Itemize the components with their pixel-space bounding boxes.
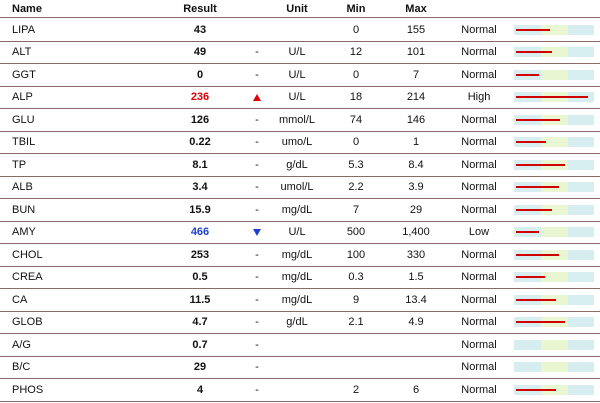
range-gauge <box>514 340 594 350</box>
table-row[interactable] <box>0 132 600 155</box>
row-status: Normal <box>461 181 497 194</box>
row-name: TBIL <box>12 136 36 149</box>
row-status: Normal <box>461 203 497 216</box>
low-arrow-icon <box>253 229 261 236</box>
range-gauge <box>514 385 594 395</box>
row-unit: g/dL <box>286 158 308 171</box>
row-flag: - <box>255 158 259 171</box>
table-row[interactable] <box>0 42 600 65</box>
range-marker <box>516 74 539 76</box>
row-name: BUN <box>12 203 36 216</box>
header-min: Min <box>346 2 366 15</box>
row-flag: - <box>255 293 259 306</box>
row-min: 2.1 <box>348 316 364 329</box>
range-gauge <box>514 47 594 57</box>
row-min: 0 <box>352 136 360 149</box>
range-gauge <box>514 272 594 282</box>
range-marker <box>516 96 588 98</box>
row-name: GLU <box>12 113 35 126</box>
row-max: 4.9 <box>408 316 424 329</box>
row-result: 11.5 <box>189 293 211 306</box>
range-marker <box>516 29 550 31</box>
row-flag: - <box>255 181 259 194</box>
range-gauge <box>514 70 594 80</box>
row-result: 43 <box>193 23 207 36</box>
row-status: Normal <box>461 338 497 351</box>
range-marker <box>516 321 565 323</box>
row-min: 100 <box>346 248 366 261</box>
row-unit: U/L <box>288 226 306 239</box>
row-result: 15.9 <box>189 203 211 216</box>
row-flag: - <box>255 383 259 396</box>
range-segment <box>541 340 568 350</box>
row-name: ALT <box>12 46 32 59</box>
range-gauge <box>514 295 594 305</box>
row-name: ALP <box>12 91 33 104</box>
row-min: 7 <box>352 203 360 216</box>
row-status: Normal <box>461 383 497 396</box>
range-segment <box>568 272 594 282</box>
range-gauge <box>514 205 594 215</box>
row-result: 0.22 <box>189 136 211 149</box>
row-max: 1 <box>412 136 420 149</box>
row-min <box>328 334 384 356</box>
row-result: 0 <box>196 68 204 81</box>
row-unit: umol/L <box>280 181 314 194</box>
row-status: Normal <box>461 316 497 329</box>
row-unit: mg/dL <box>281 203 313 216</box>
row-status: Normal <box>461 46 497 59</box>
range-marker <box>516 141 546 143</box>
row-flag: - <box>255 68 259 81</box>
row-result: 466 <box>190 226 210 239</box>
row-unit: U/L <box>288 91 306 104</box>
row-name: CHOL <box>12 248 43 261</box>
row-unit <box>262 334 332 356</box>
row-name: AMY <box>12 226 36 239</box>
range-gauge <box>514 92 594 102</box>
range-segment <box>568 340 594 350</box>
row-unit: mg/dL <box>281 293 313 306</box>
row-result: 236 <box>190 91 210 104</box>
table-row[interactable] <box>0 199 600 222</box>
range-segment <box>568 205 594 215</box>
row-name: GLOB <box>12 316 43 329</box>
range-gauge <box>514 115 594 125</box>
row-range-bar <box>514 267 596 289</box>
row-status: Normal <box>461 158 497 171</box>
row-min: 12 <box>349 46 363 59</box>
row-flag: - <box>255 271 259 284</box>
row-max: 6 <box>412 383 420 396</box>
range-gauge <box>514 137 594 147</box>
row-max: 3.9 <box>408 181 424 194</box>
range-gauge <box>514 317 594 327</box>
row-result: 4.7 <box>192 316 208 329</box>
range-segment <box>568 137 594 147</box>
range-marker <box>516 231 539 233</box>
header-unit: Unit <box>286 2 308 15</box>
row-name: ALB <box>12 181 33 194</box>
row-unit <box>262 19 332 41</box>
row-result: 8.1 <box>192 158 208 171</box>
row-range-bar <box>514 222 596 244</box>
range-marker <box>516 276 545 278</box>
row-status: High <box>467 91 491 104</box>
row-max: 8.4 <box>408 158 424 171</box>
row-result: 49 <box>193 46 207 59</box>
table-row[interactable] <box>0 177 600 200</box>
row-status: Normal <box>461 361 497 374</box>
range-gauge <box>514 250 594 260</box>
range-segment <box>568 227 594 237</box>
row-name: CREA <box>12 271 43 284</box>
row-range-bar <box>514 42 596 64</box>
row-min: 2 <box>352 383 360 396</box>
row-result: 126 <box>190 113 210 126</box>
row-max <box>386 357 446 379</box>
range-segment <box>541 70 568 80</box>
range-marker <box>516 51 552 53</box>
range-gauge <box>514 160 594 170</box>
row-min <box>328 357 384 379</box>
row-range-bar <box>514 244 596 266</box>
row-name: A/G <box>12 338 31 351</box>
row-status: Low <box>468 226 490 239</box>
range-marker <box>516 164 565 166</box>
table-row[interactable] <box>0 87 600 110</box>
row-range-bar <box>514 312 596 334</box>
row-unit: mg/dL <box>281 248 313 261</box>
table-row[interactable] <box>0 312 600 335</box>
table-row[interactable] <box>0 267 600 290</box>
row-range-bar <box>514 357 596 379</box>
range-marker <box>516 299 556 301</box>
row-flag: - <box>255 203 259 216</box>
range-segment <box>568 182 594 192</box>
row-unit: U/L <box>288 68 306 81</box>
range-marker <box>516 254 559 256</box>
row-result: 0.5 <box>192 271 208 284</box>
row-unit: U/L <box>288 46 306 59</box>
range-segment <box>568 70 594 80</box>
table-row[interactable] <box>0 222 600 245</box>
row-max: 1.5 <box>408 271 424 284</box>
row-flag: - <box>255 316 259 329</box>
row-max: 146 <box>406 113 426 126</box>
range-marker <box>516 389 556 391</box>
range-gauge <box>514 362 594 372</box>
row-min: 0 <box>352 68 360 81</box>
row-max: 13.4 <box>405 293 427 306</box>
table-row[interactable] <box>0 379 600 402</box>
row-range-bar <box>514 334 596 356</box>
range-gauge <box>514 25 594 35</box>
range-segment <box>541 227 568 237</box>
row-range-bar <box>514 87 596 109</box>
row-name: CA <box>12 293 28 306</box>
range-segment <box>568 160 594 170</box>
row-range-bar <box>514 177 596 199</box>
row-max: 7 <box>412 68 420 81</box>
row-name: TP <box>12 158 27 171</box>
row-status: Normal <box>461 136 497 149</box>
row-range-bar <box>514 64 596 86</box>
row-status: Normal <box>461 113 497 126</box>
row-unit: umo/L <box>281 136 313 149</box>
range-segment <box>541 362 568 372</box>
row-unit: mmol/L <box>278 113 316 126</box>
row-status: Normal <box>461 293 497 306</box>
row-result: 29 <box>193 361 207 374</box>
row-min: 74 <box>349 113 363 126</box>
row-status: Normal <box>461 68 497 81</box>
row-result: 3.4 <box>192 181 208 194</box>
table-row[interactable] <box>0 154 600 177</box>
range-segment <box>541 272 568 282</box>
header-name: Name <box>12 2 42 15</box>
row-unit: g/dL <box>286 316 308 329</box>
table-row[interactable] <box>0 19 600 42</box>
row-flag: - <box>255 113 259 126</box>
table-row[interactable] <box>0 244 600 267</box>
high-arrow-icon <box>253 94 261 101</box>
row-flag: - <box>255 46 259 59</box>
row-status: Normal <box>461 23 497 36</box>
row-result: 0.7 <box>192 338 208 351</box>
row-unit <box>262 357 332 379</box>
row-flag: - <box>255 136 259 149</box>
row-max: 29 <box>409 203 423 216</box>
row-min: 9 <box>352 293 360 306</box>
row-flag: - <box>255 338 259 351</box>
table-row[interactable] <box>0 357 600 380</box>
row-min: 0.3 <box>348 271 364 284</box>
range-gauge <box>514 182 594 192</box>
row-max: 330 <box>406 248 426 261</box>
row-range-bar <box>514 154 596 176</box>
range-segment <box>568 115 594 125</box>
row-range-bar <box>514 199 596 221</box>
range-segment <box>514 362 541 372</box>
range-segment <box>568 317 594 327</box>
row-max: 101 <box>406 46 426 59</box>
row-min: 2.2 <box>348 181 364 194</box>
row-max: 1,400 <box>402 226 430 239</box>
range-segment <box>568 295 594 305</box>
row-name: GGT <box>12 68 36 81</box>
row-range-bar <box>514 379 596 401</box>
table-header <box>0 0 600 18</box>
range-marker <box>516 186 559 188</box>
row-flag: - <box>255 361 259 374</box>
row-min: 18 <box>349 91 363 104</box>
range-segment <box>568 362 594 372</box>
table-row[interactable] <box>0 109 600 132</box>
row-unit: mg/dL <box>281 271 313 284</box>
table-row[interactable] <box>0 64 600 87</box>
row-name: LIPA <box>12 23 36 36</box>
row-unit <box>262 379 332 401</box>
row-name: B/C <box>12 361 31 374</box>
row-range-bar <box>514 109 596 131</box>
row-range-bar <box>514 19 596 41</box>
row-max: 214 <box>406 91 426 104</box>
range-segment <box>568 25 594 35</box>
row-max: 155 <box>406 23 426 36</box>
range-segment <box>514 340 541 350</box>
range-marker <box>516 209 552 211</box>
row-range-bar <box>514 132 596 154</box>
header-result: Result <box>183 2 217 15</box>
row-result: 253 <box>190 248 210 261</box>
header-max: Max <box>405 2 427 15</box>
row-result: 4 <box>196 383 204 396</box>
range-segment <box>568 47 594 57</box>
range-segment <box>568 385 594 395</box>
row-min: 500 <box>346 226 366 239</box>
row-max <box>386 334 446 356</box>
row-min: 5.3 <box>348 158 364 171</box>
row-status: Normal <box>461 271 497 284</box>
table-row[interactable] <box>0 289 600 312</box>
row-range-bar <box>514 289 596 311</box>
range-segment <box>568 250 594 260</box>
range-marker <box>516 119 560 121</box>
row-name: PHOS <box>12 383 44 396</box>
range-gauge <box>514 227 594 237</box>
row-status: Normal <box>461 248 497 261</box>
table-row[interactable] <box>0 334 600 357</box>
row-flag: - <box>255 248 259 261</box>
row-min: 0 <box>352 23 360 36</box>
